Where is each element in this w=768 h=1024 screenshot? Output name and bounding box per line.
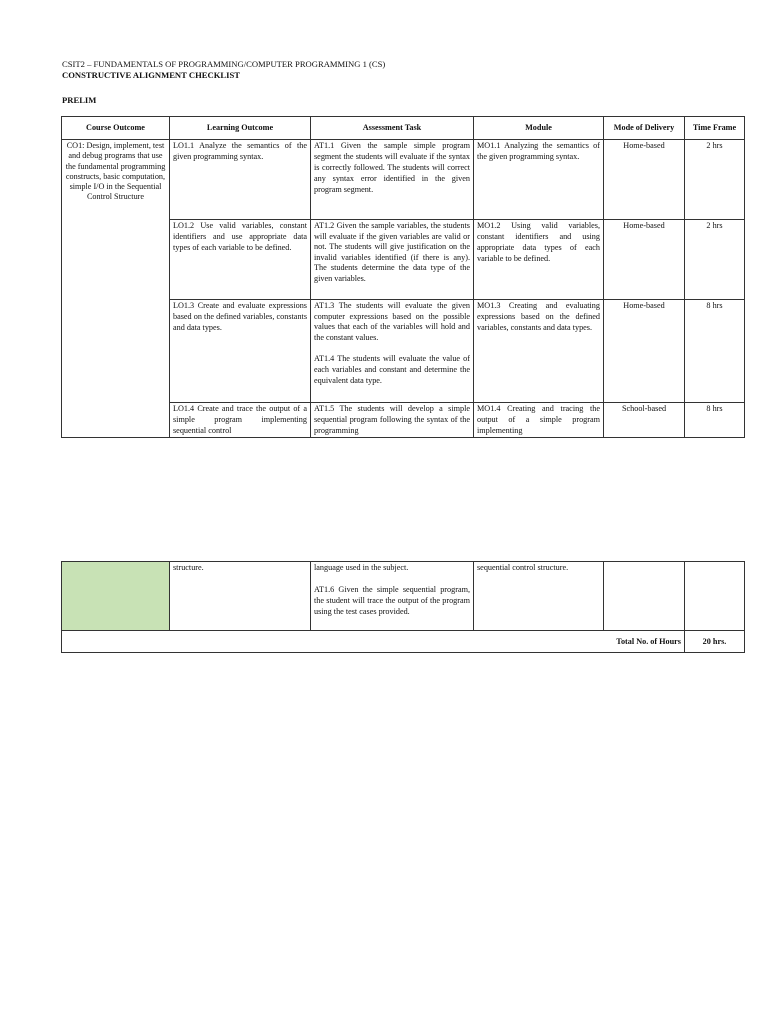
assessment-task-cell: AT1.5 The students will develop a simple sequential program following the syntax of the programming xyxy=(311,403,474,438)
assessment-task-text: language used in the subject. xyxy=(314,563,409,572)
document-subtitle: CONSTRUCTIVE ALIGNMENT CHECKLIST xyxy=(62,70,240,80)
alignment-table xyxy=(61,116,745,438)
learning-outcome-cell: LO1.3 Create and evaluate expressions based on the defined variables, constants and data types. xyxy=(170,300,311,403)
column-header: Module xyxy=(474,117,604,140)
module-cell: MO1.2 Using valid variables, constant identifiers and using appropriate data types of each variable to be defined. xyxy=(474,220,604,300)
time-frame-cell: 8 hrs xyxy=(685,300,745,403)
module-cell: MO1.1 Analyzing the semantics of the given programming syntax. xyxy=(474,140,604,220)
mode-of-delivery-cell: Home-based xyxy=(604,300,685,403)
assessment-task-cell xyxy=(311,300,474,403)
table-header-row xyxy=(62,117,745,140)
term-label: PRELIM xyxy=(62,95,97,105)
time-frame-cell: 8 hrs xyxy=(685,403,745,438)
mode-of-delivery-cell xyxy=(604,562,685,631)
course-title: CSIT2 – FUNDAMENTALS OF PROGRAMMING/COMPUTER PROGRAMMING 1 (CS) xyxy=(62,59,386,69)
total-row xyxy=(62,631,745,653)
table-row xyxy=(62,140,745,220)
column-header: Learning Outcome xyxy=(170,117,311,140)
total-hours-label: Total No. of Hours xyxy=(62,631,685,653)
mode-of-delivery-cell: Home-based xyxy=(604,220,685,300)
alignment-table-continued xyxy=(61,561,745,653)
learning-outcome-cell: structure. xyxy=(170,562,311,631)
learning-outcome-cell: LO1.2 Use valid variables, constant identifiers and use appropriate data types of each variable to be defined. xyxy=(170,220,311,300)
assessment-task-text: AT1.4 The students will evaluate the value of each variables and constant and determine the equivalent data type. xyxy=(314,354,470,385)
total-hours-value: 20 hrs. xyxy=(685,631,745,653)
assessment-task-cell: AT1.1 Given the sample simple program segment the students will evaluate if the syntax is correctly followed. The students will correct any syntax error identified in the given program segment. xyxy=(311,140,474,220)
course-outcome-cell xyxy=(62,562,170,631)
time-frame-cell: 2 hrs xyxy=(685,220,745,300)
column-header: Mode of Delivery xyxy=(604,117,685,140)
learning-outcome-cell: LO1.4 Create and trace the output of a simple program implementing sequential control xyxy=(170,403,311,438)
time-frame-cell: 2 hrs xyxy=(685,140,745,220)
module-cell: sequential control structure. xyxy=(474,562,604,631)
assessment-task-text: AT1.3 The students will evaluate the given computer expressions based on the possible values that each of the variables will hold and the constant values. xyxy=(314,301,470,342)
learning-outcome-cell: LO1.1 Analyze the semantics of the given programming syntax. xyxy=(170,140,311,220)
mode-of-delivery-cell: Home-based xyxy=(604,140,685,220)
time-frame-cell xyxy=(685,562,745,631)
column-header: Assessment Task xyxy=(311,117,474,140)
course-outcome-cell: CO1: Design, implement, test and debug programs that use the fundamental programming constructs, basic computation, simple I/O in the Sequential Control Structure xyxy=(62,140,170,438)
module-cell: MO1.3 Creating and evaluating expressions based on the defined variables, constants and data types. xyxy=(474,300,604,403)
column-header: Time Frame xyxy=(685,117,745,140)
table-row xyxy=(62,562,745,631)
assessment-task-cell xyxy=(311,562,474,631)
module-cell: MO1.4 Creating and tracing the output of a simple program implementing xyxy=(474,403,604,438)
assessment-task-text: AT1.6 Given the simple sequential program, the student will trace the output of the program using the test cases provided. xyxy=(314,584,470,616)
mode-of-delivery-cell: School-based xyxy=(604,403,685,438)
assessment-task-cell: AT1.2 Given the sample variables, the students will evaluate if the given variables are valid or not. The students will give justification on the invalid variables identified (if there is any). The students determine the data type of the given variables. xyxy=(311,220,474,300)
column-header: Course Outcome xyxy=(62,117,170,140)
